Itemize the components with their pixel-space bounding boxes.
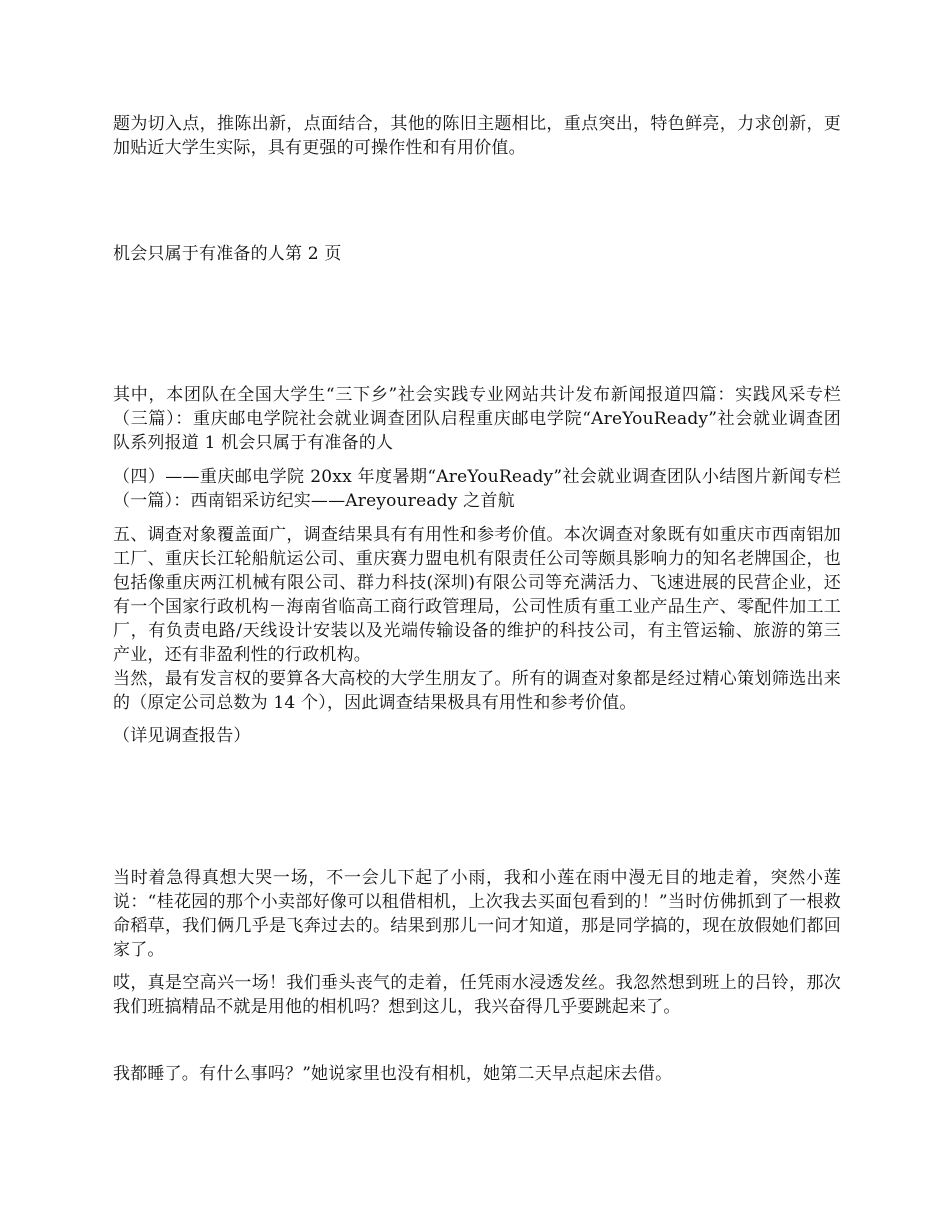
page-footer-title: 机会只属于有准备的人第 2 页 [113,244,342,264]
paragraph-students: 当然，最有发言权的要算各大高校的大学生朋友了。所有的调查对象都是经过精心策划筛选出来的（原定公司总数为 14 个），因此调查结果极具有用性和参考价值。 [113,669,841,713]
paragraph-see-report: （详见调查报告） [113,726,251,746]
paragraph-rain-story: 当时着急得真想大哭一场，不一会儿下起了小雨，我和小莲在雨中漫无目的地走着，突然小莲说：“桂花园的那个小卖部好像可以租借相机，上次我去买面包看到的！”当时仿佛抓到了一根救命稻草，我们俩几乎是飞奔过去的。结果到那儿一问才知道，那是同学搞的，现在放假她们都回家了。 [113,868,841,960]
paragraph-news-reports: 其中，本团队在全国大学生“三下乡”社会实践专业网站共计发布新闻报道四篇：实践风采专栏（三篇）：重庆邮电学院社会就业调查团队启程重庆邮电学院“AreYouReady”社会就业调查团队系列报道 1 机会只属于有准备的人 [113,385,841,453]
paragraph-intro-continuation: 题为切入点，推陈出新，点面结合，其他的陈旧主题相比，重点突出，特色鲜亮，力求创新，更加贴近大学生实际，具有更强的可操作性和有用价值。 [113,114,841,158]
paragraph-camera: 我都睡了。有什么事吗？”她说家里也没有相机，她第二天早点起床去借。 [113,1064,673,1084]
paragraph-disappointment: 哎，真是空高兴一场！我们垂头丧气的走着，任凭雨水浸透发丝。我忽然想到班上的吕铃，那次我们班搞精品不就是用他的相机吗？想到这儿，我兴奋得几乎要跳起来了。 [113,973,841,1017]
paragraph-survey-coverage: 五、调查对象覆盖面广，调查结果具有有用性和参考价值。本次调查对象既有如重庆市西南铝加工厂、重庆长江轮船航运公司、重庆赛力盟电机有限责任公司等颇具影响力的知名老牌国企，也包括像重庆两江机械有限公司、群力科技(深圳)有限公司等充满活力、飞速进展的民营企业，还有一个国家行政机构－海南省临高工商行政管理局，公司性质有重工业产品生产、零配件加工工厂，有负责电路/天线设计安装以及光端传输设备的维护的科技公司，有主管运输、旅游的第三产业，还有非盈利性的行政机构。 [113,525,841,665]
paragraph-news-column: （四）——重庆邮电学院 20xx 年度暑期“AreYouReady”社会就业调查团队小结图片新闻专栏（一篇）：西南铝采访纪实——Areyouready 之首航 [113,467,841,511]
